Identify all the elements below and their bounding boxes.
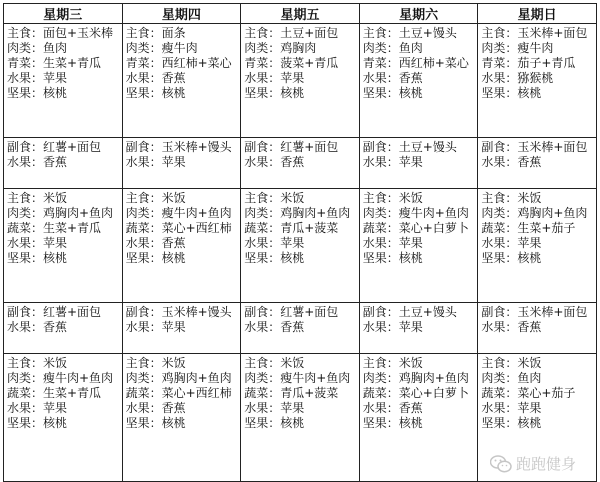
meal-line: 主食：面包+玉米棒 xyxy=(7,26,114,40)
meal-line: 坚果：核桃 xyxy=(7,250,68,265)
meal-line: 水果：香蕉 xyxy=(362,71,423,85)
wechat-icon xyxy=(490,455,512,473)
meal-cell xyxy=(478,302,597,353)
meal-line: 蔬菜：菜心+西红柿 xyxy=(125,385,232,400)
meal-line: 水果：苹果 xyxy=(244,235,305,250)
meal-line: 蔬菜：生菜+青瓜 xyxy=(7,385,102,400)
meal-line: 肉类：鸡胸肉+鱼肉 xyxy=(362,370,469,385)
meal-line: 坚果：核桃 xyxy=(125,86,186,100)
meal-cell xyxy=(122,24,241,138)
meal-line: 水果：苹果 xyxy=(7,71,68,85)
meal-line: 青菜：生菜+青瓜 xyxy=(7,56,102,70)
day-header-row xyxy=(4,4,597,24)
meal-cell xyxy=(122,353,241,481)
meal-line: 主食：米饭 xyxy=(362,355,423,370)
day-header-sunday: 星期日 xyxy=(478,4,597,24)
watermark-text: 跑跑健身 xyxy=(515,455,576,473)
meal-row-side xyxy=(4,137,597,188)
meal-line: 坚果：核桃 xyxy=(481,86,542,100)
meal-line: 肉类：鸡胸肉+鱼肉 xyxy=(125,370,232,385)
meal-line: 水果：香蕉 xyxy=(125,400,186,415)
meal-line: 水果：猕猴桃 xyxy=(481,71,554,85)
meal-cell xyxy=(122,302,241,353)
meal-cell xyxy=(122,137,241,188)
weekly-meal-plan-table xyxy=(3,3,597,482)
meal-line: 水果：苹果 xyxy=(362,154,423,169)
meal-line: 副食：玉米棒+馒头 xyxy=(125,304,232,319)
meal-line: 副食：红薯+面包 xyxy=(7,139,102,154)
meal-cell xyxy=(4,302,123,353)
meal-line: 坚果：核桃 xyxy=(362,86,423,100)
meal-line: 主食：土豆+面包 xyxy=(244,26,339,40)
meal-line: 副食：玉米棒+馒头 xyxy=(125,139,232,154)
meal-cell xyxy=(478,188,597,302)
meal-row-main xyxy=(4,24,597,138)
meal-line: 肉类：鱼肉 xyxy=(481,370,542,385)
meal-cell xyxy=(359,188,478,302)
meal-line: 主食：米饭 xyxy=(244,190,305,205)
meal-line: 水果：苹果 xyxy=(362,235,423,250)
meal-line: 肉类：鱼肉 xyxy=(362,41,423,55)
day-header-thursday: 星期四 xyxy=(122,4,241,24)
meal-cell xyxy=(4,353,123,481)
meal-line: 肉类：鸡胸肉+鱼肉 xyxy=(7,205,114,220)
meal-line: 主食：米饭 xyxy=(481,355,542,370)
meal-line: 水果：香蕉 xyxy=(7,154,68,169)
meal-row-side2 xyxy=(4,302,597,353)
meal-line: 副食：玉米棒+面包 xyxy=(481,304,588,319)
meal-cell xyxy=(478,24,597,138)
meal-line: 肉类：鸡胸肉+鱼肉 xyxy=(481,205,588,220)
meal-line: 蔬菜：菜心+西红柿 xyxy=(125,220,232,235)
meal-line: 肉类：瘦牛肉+鱼肉 xyxy=(7,370,114,385)
meal-line: 肉类：瘦牛肉 xyxy=(481,41,554,55)
meal-line: 水果：苹果 xyxy=(362,319,423,334)
meal-line: 坚果：核桃 xyxy=(244,250,305,265)
meal-line: 主食：米饭 xyxy=(125,190,186,205)
meal-line: 肉类：鸡胸肉 xyxy=(244,41,317,55)
meal-line: 副食：玉米棒+面包 xyxy=(481,139,588,154)
meal-line: 坚果：核桃 xyxy=(125,415,186,430)
meal-line: 副食：红薯+面包 xyxy=(244,304,339,319)
meal-line: 副食：土豆+馒头 xyxy=(362,139,457,154)
meal-row-main2 xyxy=(4,188,597,302)
meal-line: 水果：苹果 xyxy=(125,154,186,169)
meal-line: 坚果：核桃 xyxy=(244,86,305,100)
meal-line: 副食：红薯+面包 xyxy=(244,139,339,154)
meal-cell xyxy=(359,24,478,138)
meal-line: 青菜：西红柿+菜心 xyxy=(362,56,469,70)
meal-line: 蔬菜：生菜+青瓜 xyxy=(7,220,102,235)
meal-line: 坚果：核桃 xyxy=(125,250,186,265)
meal-cell xyxy=(478,137,597,188)
meal-line: 肉类：鱼肉 xyxy=(7,41,68,55)
meal-line: 青菜：菠菜+青瓜 xyxy=(244,56,339,70)
day-header-saturday: 星期六 xyxy=(359,4,478,24)
meal-cell xyxy=(4,188,123,302)
meal-cell xyxy=(122,188,241,302)
meal-line: 主食：玉米棒+面包 xyxy=(481,26,588,40)
meal-line: 主食：米饭 xyxy=(7,190,68,205)
meal-cell xyxy=(241,24,360,138)
meal-line: 主食：土豆+馒头 xyxy=(362,26,457,40)
meal-line: 肉类：瘦牛肉+鱼肉 xyxy=(125,205,232,220)
meal-line: 水果：香蕉 xyxy=(481,154,542,169)
meal-cell xyxy=(359,353,478,481)
meal-line: 水果：苹果 xyxy=(7,400,68,415)
meal-line: 水果：香蕉 xyxy=(244,154,305,169)
meal-line: 水果：香蕉 xyxy=(481,319,542,334)
meal-line: 主食：面条 xyxy=(125,26,186,40)
meal-line: 主食：米饭 xyxy=(362,190,423,205)
meal-line: 水果：苹果 xyxy=(244,400,305,415)
meal-line: 坚果：核桃 xyxy=(362,250,423,265)
meal-line: 青菜：茄子+青瓜 xyxy=(481,56,576,70)
meal-line: 肉类：瘦牛肉+鱼肉 xyxy=(362,205,469,220)
meal-line: 水果：苹果 xyxy=(244,71,305,85)
meal-line: 蔬菜：菜心+茄子 xyxy=(481,385,576,400)
meal-cell xyxy=(4,24,123,138)
meal-cell xyxy=(359,302,478,353)
meal-line: 坚果：核桃 xyxy=(362,415,423,430)
meal-line: 主食：米饭 xyxy=(125,355,186,370)
meal-line: 肉类：鸡胸肉+鱼肉 xyxy=(244,205,351,220)
meal-line: 主食：米饭 xyxy=(244,355,305,370)
meal-line: 水果：香蕉 xyxy=(125,71,186,85)
meal-line: 水果：苹果 xyxy=(481,400,542,415)
meal-cell xyxy=(241,302,360,353)
day-header-friday: 星期五 xyxy=(241,4,360,24)
meal-line: 青菜：西红柿+菜心 xyxy=(125,56,232,70)
meal-line: 坚果：核桃 xyxy=(481,250,542,265)
meal-line: 蔬菜：菜心+白萝卜 xyxy=(362,385,469,400)
meal-line: 蔬菜：青瓜+菠菜 xyxy=(244,220,339,235)
meal-cell xyxy=(4,137,123,188)
meal-line: 蔬菜：青瓜+菠菜 xyxy=(244,385,339,400)
meal-line: 肉类：瘦牛肉+鱼肉 xyxy=(244,370,351,385)
meal-line: 水果：香蕉 xyxy=(244,319,305,334)
meal-line: 主食：米饭 xyxy=(481,190,542,205)
meal-line: 肉类：瘦牛肉 xyxy=(125,41,198,55)
meal-cell xyxy=(241,188,360,302)
meal-line: 蔬菜：生菜+茄子 xyxy=(481,220,576,235)
meal-line: 蔬菜：菜心+白萝卜 xyxy=(362,220,469,235)
meal-line: 主食：米饭 xyxy=(7,355,68,370)
meal-cell xyxy=(359,137,478,188)
meal-cell xyxy=(241,353,360,481)
meal-line: 副食：土豆+馒头 xyxy=(362,304,457,319)
meal-line: 水果：苹果 xyxy=(7,235,68,250)
meal-line: 坚果：核桃 xyxy=(481,415,542,430)
meal-line: 坚果：核桃 xyxy=(244,415,305,430)
meal-line: 副食：红薯+面包 xyxy=(7,304,102,319)
day-header-wednesday: 星期三 xyxy=(4,4,123,24)
meal-line: 水果：香蕉 xyxy=(125,235,186,250)
meal-line: 坚果：核桃 xyxy=(7,86,68,100)
watermark xyxy=(490,453,576,474)
meal-line: 水果：苹果 xyxy=(125,319,186,334)
meal-line: 坚果：核桃 xyxy=(7,415,68,430)
meal-line: 水果：苹果 xyxy=(481,235,542,250)
meal-cell xyxy=(241,137,360,188)
meal-line: 水果：香蕉 xyxy=(7,319,68,334)
meal-line: 水果：香蕉 xyxy=(362,400,423,415)
